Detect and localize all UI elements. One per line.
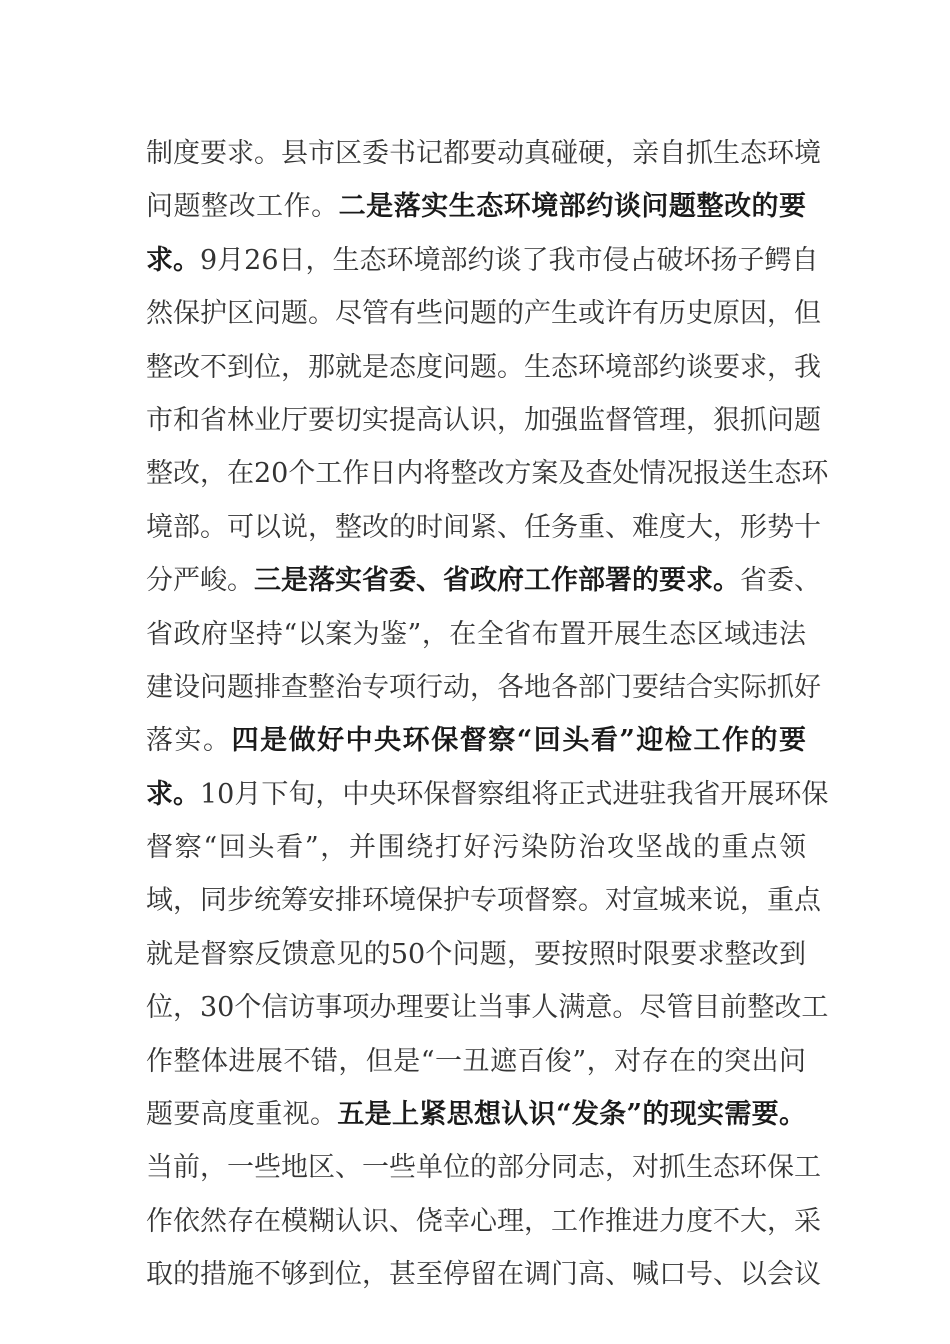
body-text: 建设问题排查整治专项行动，各地各部门要结合实际抓好 (146, 671, 821, 703)
body-text: 整改不到位，那就是态度问题。生态环境部约谈要求，我 (146, 351, 821, 383)
text-line (146, 1035, 806, 1088)
text-line (146, 981, 829, 1034)
body-text: 9月26日，生态环境部约谈了我市侵占破坏扬子鳄自 (200, 244, 819, 276)
bold-heading-text: 三是落实省委、省政府工作部署的要求。 (254, 565, 740, 597)
body-text: 制度要求。县市区委书记都要动真碰硬，亲自抓生态环境 (146, 138, 821, 169)
body-text: 题要高度重视。 (146, 1099, 338, 1131)
body-text: 当前，一些地区、一些单位的部分同志，对抓生态环保工 (146, 1152, 821, 1184)
text-line (146, 1248, 821, 1301)
body-text: 就是督察反馈意见的50个问题，要按照时限要求整改到 (146, 938, 806, 970)
text-line (146, 447, 829, 500)
bold-heading-text: 五是上紧思想认识“发条”的现实需要。 (337, 1099, 807, 1131)
bold-heading-text: 求。 (146, 778, 200, 810)
text-line (146, 661, 821, 714)
body-text: 省政府坚持“以案为鉴”，在全省布置开展生态区域违法 (146, 618, 806, 650)
bold-heading-text: 二是落实生态环境部约谈问题整改的要 (338, 191, 807, 223)
body-text: 省委、 (740, 565, 821, 597)
bold-heading-text: 四是做好中央环保督察“回头看”迎检工作的要 (231, 725, 807, 757)
body-text: 督察“回头看”，并围绕打好污染防治攻坚战的重点领 (146, 832, 806, 864)
body-text: 作整体进展不错，但是“一丑遮百俊”，对存在的突出问 (146, 1045, 806, 1077)
text-line (146, 287, 821, 340)
body-text: 境部。可以说，整改的时间紧、任务重、难度大，形势十 (146, 511, 821, 543)
body-text: 位，30个信访事项办理要让当事人满意。尽管目前整改工 (146, 992, 829, 1024)
body-text: 分严峻。 (146, 565, 254, 597)
text-line (146, 234, 819, 287)
body-text: 整改，在20个工作日内将整改方案及查处情况报送生态环 (146, 458, 829, 490)
body-text: 问题整改工作。 (146, 191, 339, 223)
text-line (146, 1195, 821, 1248)
text-line (146, 608, 806, 661)
body-text: 作依然存在模糊认识、侥幸心理，工作推进力度不大，采 (146, 1205, 821, 1237)
body-text: 市和省林业厅要切实提高认识，加强监督管理，狠抓问题 (146, 404, 821, 436)
text-line (146, 1088, 806, 1141)
text-line (146, 874, 821, 927)
body-text: 取的措施不够到位，甚至停留在调门高、喊口号、以会议 (146, 1259, 821, 1291)
text-line (146, 768, 829, 821)
body-text: 然保护区问题。尽管有些问题的产生或许有历史原因，但 (146, 298, 821, 330)
body-paragraph (146, 127, 829, 1302)
body-text: 域，同步统筹安排环境保护专项督察。对宣城来说，重点 (146, 885, 821, 917)
text-line (146, 501, 821, 554)
text-line (146, 928, 806, 981)
body-text: 10月下旬，中央环保督察组将正式进驻我省开展环保 (200, 778, 829, 810)
bold-heading-text: 求。 (146, 244, 200, 276)
text-line (146, 341, 821, 394)
text-line (146, 394, 821, 447)
text-line (146, 714, 806, 767)
body-text: 落实。 (146, 725, 232, 757)
text-line (146, 180, 806, 233)
text-line (146, 127, 821, 180)
text-line (146, 821, 806, 874)
text-line (146, 1141, 821, 1194)
text-line (146, 554, 821, 607)
